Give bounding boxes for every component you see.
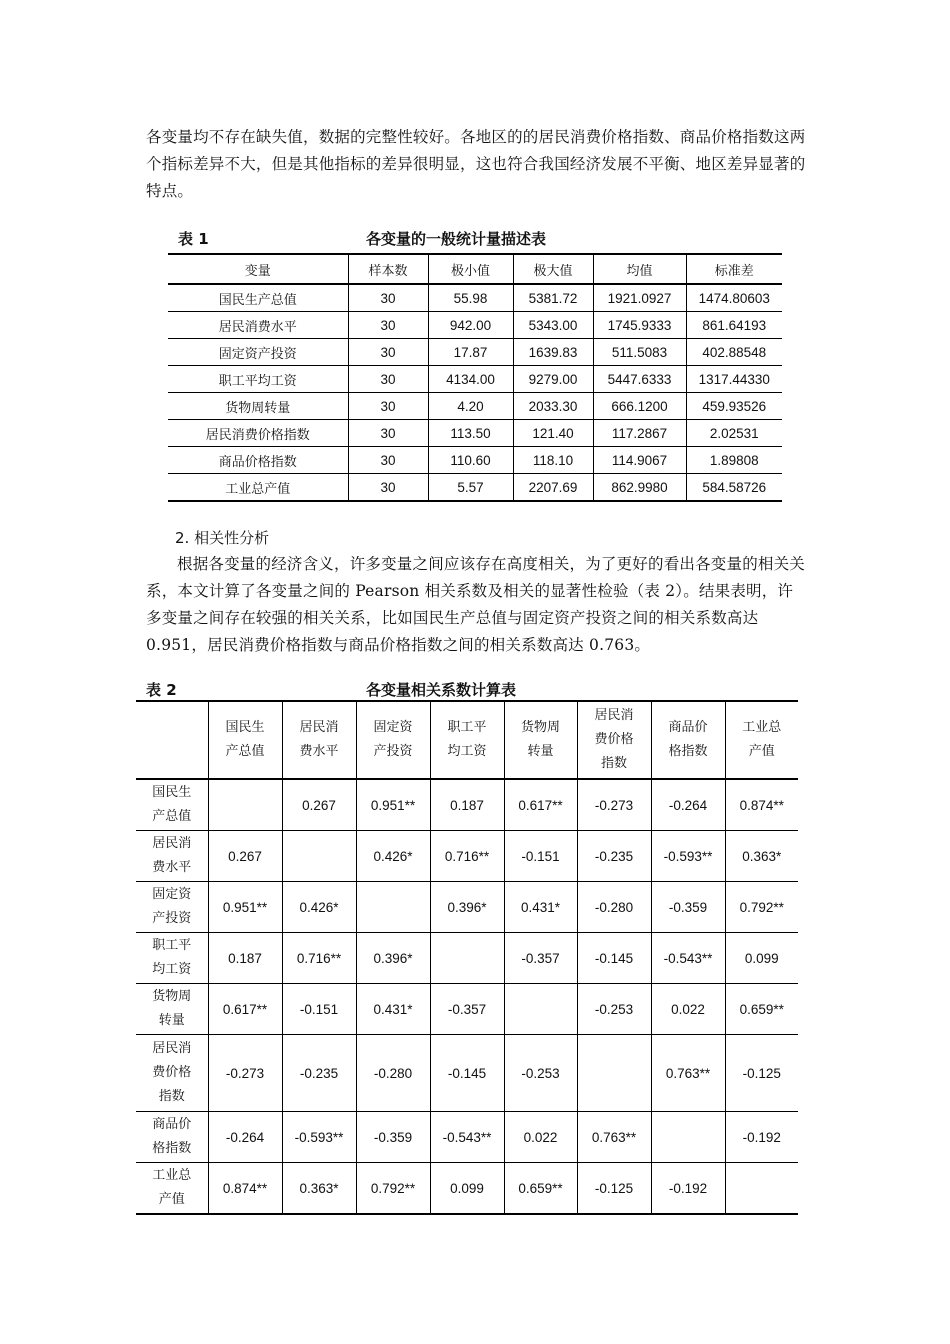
table2-col-header: 固定资 产投资	[356, 701, 430, 779]
table1-header: 极大值	[513, 254, 593, 284]
table-cell: 110.60	[428, 447, 513, 474]
table-cell: 861.64193	[686, 312, 782, 339]
table2-row-header: 工业总 产值	[136, 1163, 208, 1215]
correlation-cell: -0.145	[577, 933, 651, 984]
table2-row-header: 国民生 产总值	[136, 779, 208, 831]
correlation-cell: -0.593**	[651, 831, 725, 882]
table-row	[136, 984, 798, 1035]
correlation-cell: 0.187	[430, 779, 504, 831]
table-cell: 942.00	[428, 312, 513, 339]
table-cell: 2033.30	[513, 393, 593, 420]
table-cell: 117.2867	[593, 420, 686, 447]
table-cell: 30	[348, 393, 428, 420]
table-cell: 5.57	[428, 474, 513, 502]
table-row	[136, 882, 798, 933]
table2-col-header: 商品价 格指数	[651, 701, 725, 779]
table1-header: 变量	[168, 254, 348, 284]
analysis-paragraph: 根据各变量的经济含义，许多变量之间应该存在高度相关，为了更好的看出各变量的相关关系，本文计算了各变量之间的 Pearson 相关系数及相关的显著性检验（表 2）。结果表明，许多变量之间存在较强的相关关系，比如国民生产总值与固定资产投资之间的相关系数高达 0.951，居民消费价格指数与商品价格指数之间的相关系数高达 0.763。	[146, 555, 806, 654]
table2-col-header: 货物周 转量	[504, 701, 577, 779]
correlation-cell: 0.763**	[651, 1035, 725, 1112]
correlation-cell: -0.264	[651, 779, 725, 831]
correlation-cell: -0.543**	[430, 1112, 504, 1163]
table2-header-row	[136, 701, 798, 779]
table-cell: 5381.72	[513, 284, 593, 312]
correlation-cell: 0.396*	[356, 933, 430, 984]
correlation-cell	[430, 933, 504, 984]
table2-row-header: 职工平 均工资	[136, 933, 208, 984]
correlation-cell	[208, 779, 282, 831]
correlation-cell: -0.253	[504, 1035, 577, 1112]
variable-name-cell: 货物周转量	[168, 393, 348, 420]
table-cell: 118.10	[513, 447, 593, 474]
table-row	[136, 933, 798, 984]
table-row	[168, 284, 782, 312]
table-cell: 30	[348, 420, 428, 447]
correlation-cell: 0.267	[208, 831, 282, 882]
table-cell: 4134.00	[428, 366, 513, 393]
table2-col-header: 职工平 均工资	[430, 701, 504, 779]
correlation-cell: 0.363*	[725, 831, 798, 882]
table-row	[136, 831, 798, 882]
table2-row-header: 货物周 转量	[136, 984, 208, 1035]
correlation-cell: -0.145	[430, 1035, 504, 1112]
table2-row-header: 居民消 费水平	[136, 831, 208, 882]
variable-name-cell: 固定资产投资	[168, 339, 348, 366]
table-cell: 55.98	[428, 284, 513, 312]
correlation-cell: -0.125	[577, 1163, 651, 1215]
correlation-cell: -0.280	[356, 1035, 430, 1112]
table2-row-header: 居民消 费价格 指数	[136, 1035, 208, 1112]
table-row	[168, 447, 782, 474]
table-cell: 17.87	[428, 339, 513, 366]
correlation-cell: -0.593**	[282, 1112, 356, 1163]
table-row	[168, 420, 782, 447]
table-cell: 30	[348, 339, 428, 366]
table2-label: 表 2	[146, 681, 177, 699]
variable-name-cell: 居民消费价格指数	[168, 420, 348, 447]
table-cell: 5447.6333	[593, 366, 686, 393]
descriptive-stats-table	[168, 253, 782, 502]
correlation-cell: 0.426*	[356, 831, 430, 882]
table2-col-header: 国民生 产总值	[208, 701, 282, 779]
table-cell: 1745.9333	[593, 312, 686, 339]
correlation-cell: 0.792**	[356, 1163, 430, 1215]
intro-paragraph: 各变量均不存在缺失值，数据的完整性较好。各地区的的居民消费价格指数、商品价格指数这两个指标差异不大，但是其他指标的差异很明显，这也符合我国经济发展不平衡、地区差异显著的特点。	[146, 128, 806, 200]
table2-title: 各变量相关系数计算表	[366, 681, 517, 699]
table-cell: 30	[348, 474, 428, 502]
correlation-cell: -0.192	[651, 1163, 725, 1215]
correlation-cell: -0.192	[725, 1112, 798, 1163]
table-row	[168, 312, 782, 339]
correlation-cell: 0.187	[208, 933, 282, 984]
table2-row-header: 固定资 产投资	[136, 882, 208, 933]
table1-header-row	[168, 254, 782, 284]
table-cell: 1.89808	[686, 447, 782, 474]
table1-label: 表 1	[178, 230, 209, 248]
table-cell: 30	[348, 447, 428, 474]
correlation-cell	[725, 1163, 798, 1215]
table-row	[168, 339, 782, 366]
table-cell: 113.50	[428, 420, 513, 447]
correlation-cell: -0.543**	[651, 933, 725, 984]
correlation-cell	[356, 882, 430, 933]
correlation-cell: 0.951**	[208, 882, 282, 933]
table-row	[168, 474, 782, 502]
table-cell: 4.20	[428, 393, 513, 420]
table-cell: 666.1200	[593, 393, 686, 420]
correlation-cell: 0.874**	[208, 1163, 282, 1215]
variable-name-cell: 职工平均工资	[168, 366, 348, 393]
correlation-cell: -0.273	[577, 779, 651, 831]
table-cell: 30	[348, 312, 428, 339]
correlation-cell: 0.792**	[725, 882, 798, 933]
correlation-cell: 0.763**	[577, 1112, 651, 1163]
table-cell: 459.93526	[686, 393, 782, 420]
correlation-cell	[282, 831, 356, 882]
table-cell: 584.58726	[686, 474, 782, 502]
correlation-cell: -0.235	[282, 1035, 356, 1112]
table2-corner-cell	[136, 701, 208, 779]
table-row	[136, 1163, 798, 1215]
correlation-cell: -0.253	[577, 984, 651, 1035]
variable-name-cell: 居民消费水平	[168, 312, 348, 339]
correlation-cell: 0.022	[651, 984, 725, 1035]
correlation-cell: -0.357	[430, 984, 504, 1035]
table-row	[136, 1035, 798, 1112]
correlation-cell: -0.151	[504, 831, 577, 882]
table1-header: 极小值	[428, 254, 513, 284]
correlation-cell: 0.396*	[430, 882, 504, 933]
table-cell: 30	[348, 366, 428, 393]
correlation-cell: 0.617**	[504, 779, 577, 831]
table1-header: 标准差	[686, 254, 782, 284]
table-cell: 511.5083	[593, 339, 686, 366]
correlation-cell: 0.426*	[282, 882, 356, 933]
table2-col-header: 工业总 产值	[725, 701, 798, 779]
table-cell: 2207.69	[513, 474, 593, 502]
correlation-cell: 0.617**	[208, 984, 282, 1035]
correlation-cell: 0.363*	[282, 1163, 356, 1215]
correlation-cell: 0.099	[430, 1163, 504, 1215]
correlation-cell: -0.264	[208, 1112, 282, 1163]
correlation-cell: 0.659**	[725, 984, 798, 1035]
table-cell: 1921.0927	[593, 284, 686, 312]
correlation-cell	[504, 984, 577, 1035]
table-row	[168, 366, 782, 393]
table-cell: 1474.80603	[686, 284, 782, 312]
correlation-table	[136, 700, 798, 1215]
table-row	[136, 1112, 798, 1163]
correlation-cell	[651, 1112, 725, 1163]
correlation-cell: -0.280	[577, 882, 651, 933]
correlation-cell: -0.151	[282, 984, 356, 1035]
table1-header: 均值	[593, 254, 686, 284]
correlation-cell: 0.716**	[282, 933, 356, 984]
table-cell: 402.88548	[686, 339, 782, 366]
correlation-cell: 0.022	[504, 1112, 577, 1163]
correlation-cell: 0.099	[725, 933, 798, 984]
correlation-cell: -0.359	[651, 882, 725, 933]
correlation-cell: 0.951**	[356, 779, 430, 831]
correlation-cell: 0.716**	[430, 831, 504, 882]
table-row	[136, 779, 798, 831]
table-row	[168, 393, 782, 420]
correlation-cell: -0.359	[356, 1112, 430, 1163]
variable-name-cell: 工业总产值	[168, 474, 348, 502]
correlation-cell: 0.659**	[504, 1163, 577, 1215]
table-cell: 121.40	[513, 420, 593, 447]
correlation-cell	[577, 1035, 651, 1112]
correlation-cell: -0.357	[504, 933, 577, 984]
correlation-cell: -0.235	[577, 831, 651, 882]
section-heading: 2. 相关性分析	[175, 529, 270, 547]
table-cell: 1317.44330	[686, 366, 782, 393]
correlation-cell: -0.273	[208, 1035, 282, 1112]
table-cell: 2.02531	[686, 420, 782, 447]
table2-col-header: 居民消 费价格 指数	[577, 701, 651, 779]
table-cell: 9279.00	[513, 366, 593, 393]
table-cell: 114.9067	[593, 447, 686, 474]
correlation-cell: 0.874**	[725, 779, 798, 831]
variable-name-cell: 商品价格指数	[168, 447, 348, 474]
table-cell: 1639.83	[513, 339, 593, 366]
correlation-cell: 0.267	[282, 779, 356, 831]
table-cell: 5343.00	[513, 312, 593, 339]
table-cell: 30	[348, 284, 428, 312]
variable-name-cell: 国民生产总值	[168, 284, 348, 312]
table2-row-header: 商品价 格指数	[136, 1112, 208, 1163]
correlation-cell: 0.431*	[504, 882, 577, 933]
correlation-cell: 0.431*	[356, 984, 430, 1035]
table-cell: 862.9980	[593, 474, 686, 502]
table1-header: 样本数	[348, 254, 428, 284]
correlation-cell: -0.125	[725, 1035, 798, 1112]
table2-col-header: 居民消 费水平	[282, 701, 356, 779]
table1-title: 各变量的一般统计量描述表	[366, 230, 547, 248]
